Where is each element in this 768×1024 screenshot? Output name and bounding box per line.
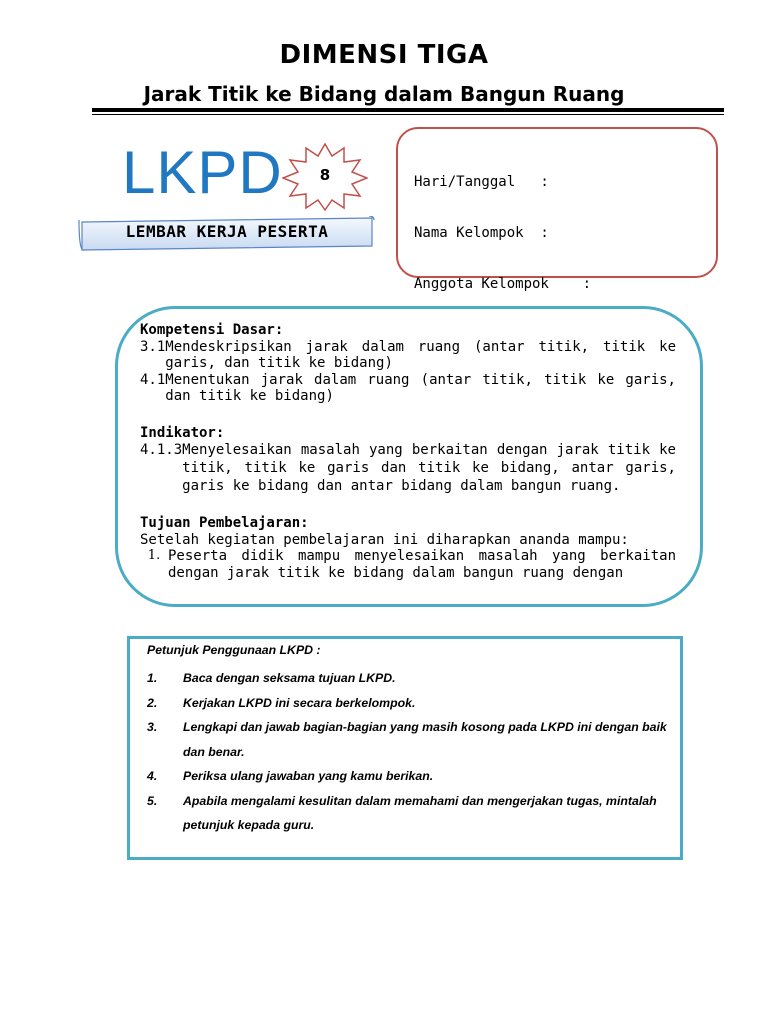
title-divider-thick xyxy=(92,108,724,112)
instruction-number: 4. xyxy=(147,769,158,783)
document-title: DIMENSI TIGA xyxy=(279,40,489,70)
tujuan-item xyxy=(140,548,676,581)
identity-lines xyxy=(414,140,591,310)
instruction-item xyxy=(147,715,675,764)
banner-label: LEMBAR KERJA PESERTA xyxy=(125,222,329,241)
indikator-item-number: 4.1.3 xyxy=(140,442,183,458)
instruction-text: Kerjakan LKPD ini secara berkelompok. xyxy=(183,695,416,710)
kd-item-number: 3.1 xyxy=(140,338,166,355)
identity-members-label: Anggota Kelompok : xyxy=(414,276,592,292)
kd-heading: Kompetensi Dasar: xyxy=(140,322,284,338)
indikator-heading: Indikator: xyxy=(140,424,225,441)
instruction-text: Periksa ulang jawaban yang kamu berikan. xyxy=(183,769,434,783)
instructions-heading: Petunjuk Penggunaan LKPD : xyxy=(147,643,321,657)
instruction-item xyxy=(147,764,675,789)
competency-content xyxy=(140,322,676,581)
identity-group-label: Nama Kelompok : xyxy=(414,225,549,241)
title-divider-thin xyxy=(92,114,724,115)
tujuan-intro: Setelah kegiatan pembelajaran ini diharapkan ananda mampu: xyxy=(140,531,629,548)
tujuan-heading: Tujuan Pembelajaran: xyxy=(140,515,309,531)
lkpd-logo-text: LKPD xyxy=(122,139,283,206)
kd-item-number: 4.1 xyxy=(140,371,166,388)
instruction-item xyxy=(147,789,675,838)
kd-item-text: Menentukan jarak dalam ruang (antar titik, titik ke garis, dan titik ke bidang) xyxy=(165,371,676,404)
number-starburst xyxy=(282,142,368,212)
instruction-number: 2. xyxy=(147,695,158,710)
instruction-number: 3. xyxy=(147,720,158,734)
instruction-number: 1. xyxy=(147,671,158,685)
instruction-item xyxy=(147,666,675,691)
instruction-text: Apabila mengalami kesulitan dalam memahami dan mengerjakan tugas, mintalah petunjuk kepada guru. xyxy=(183,793,657,832)
indikator-item xyxy=(140,441,676,495)
instruction-text: Baca dengan seksama tujuan LKPD. xyxy=(183,671,396,685)
instructions-content xyxy=(147,641,675,838)
lkpd-number: 8 xyxy=(319,166,331,184)
document-subtitle: Jarak Titik ke Bidang dalam Bangun Ruang xyxy=(143,82,625,106)
kd-item xyxy=(140,339,676,372)
kd-item-text: Mendeskripsikan jarak dalam ruang (antar titik, titik ke garis, dan titik ke bidang) xyxy=(165,338,676,371)
instruction-number: 5. xyxy=(147,793,158,808)
tujuan-item-text: Peserta didik mampu menyelesaikan masalah yang berkaitan dengan jarak titik ke bidang dalam bangun ruang dengan xyxy=(168,548,676,581)
tujuan-item-number: 1. xyxy=(147,548,161,563)
instruction-item xyxy=(147,691,675,716)
kd-item xyxy=(140,372,676,405)
identity-date-label: Hari/Tanggal : xyxy=(414,174,549,190)
instruction-text: Lengkapi dan jawab bagian-bagian yang masih kosong pada LKPD ini dengan baik dan benar. xyxy=(183,720,667,759)
indikator-item-text: Menyelesaikan masalah yang berkaitan dengan jarak titik ke titik, titik ke garis dan titik ke bidang, antar garis, garis ke bidang dan antar bidang dalam bangun ruang. xyxy=(182,442,676,494)
